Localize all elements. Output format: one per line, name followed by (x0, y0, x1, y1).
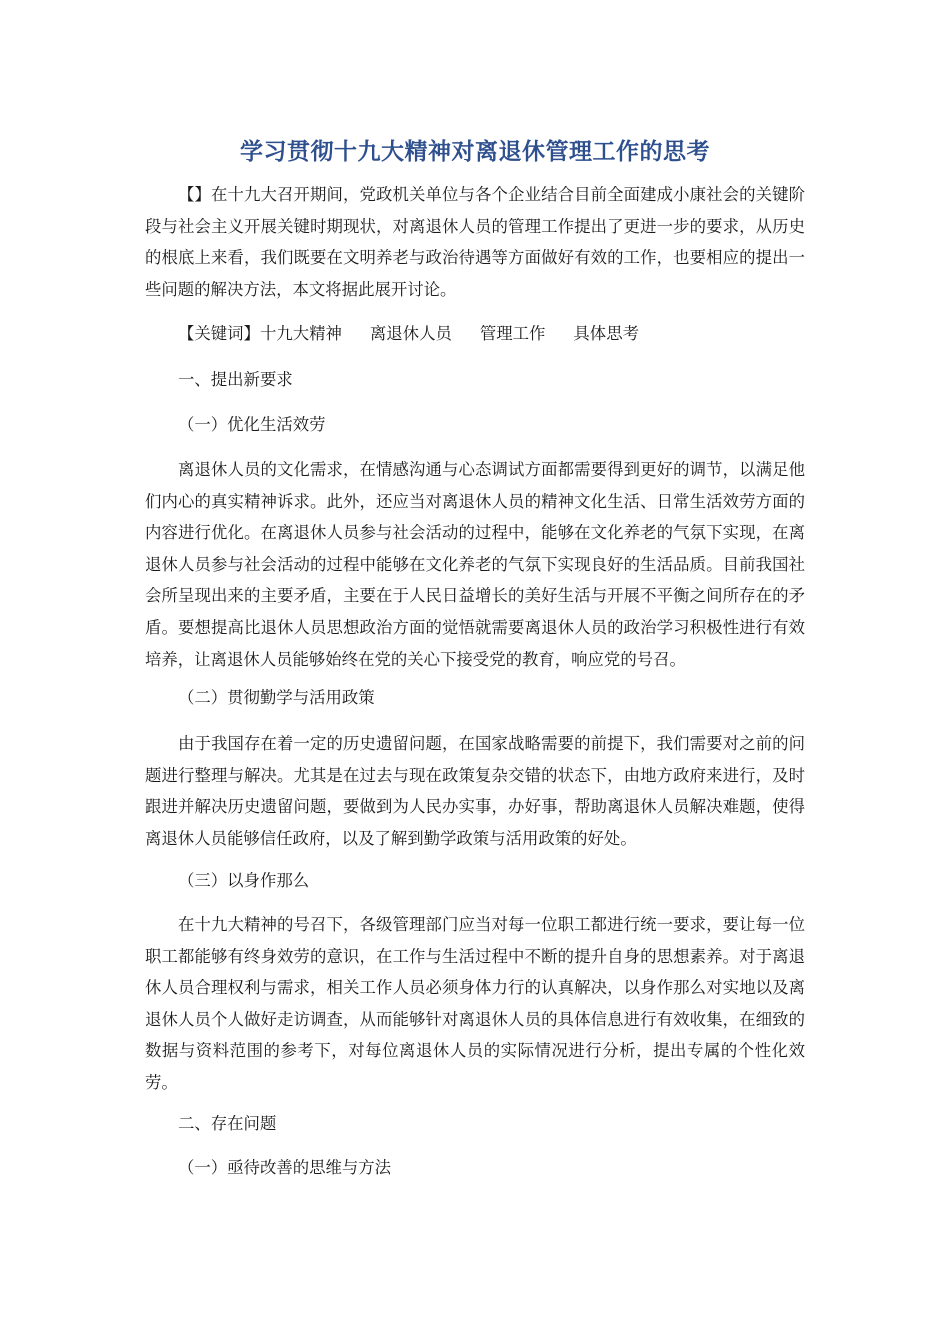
document-title: 学习贯彻十九大精神对离退休管理工作的思考 (240, 139, 710, 165)
abstract-paragraph: 【】在十九大召开期间，党政机关单位与各个企业结合目前全面建成小康社会的关键阶段与社会主义开展关键时期现状，对离退休人员的管理工作提出了更进一步的要求，从历史的根底上来看，我们既要在文明养老与政治待遇等方面做好有效的工作，也要相应的提出一些问题的解决方法，本文将据此展开讨论。 (145, 185, 805, 299)
body-paragraph: 离退休人员的文化需求，在情感沟通与心态调试方面都需要得到更好的调节，以满足他们内心的真实精神诉求。此外，还应当对离退休人员的精神文化生活、日常生活效劳方面的内容进行优化。在离退休人员参与社会活动的过程中，能够在文化养老的气氛下实现，在离退休人员参与社会活动的过程中能够在文化养老的气氛下实现良好的生活品质。目前我国社会所呈现出来的主要矛盾，主要在于人民日益增长的美好生活与开展不平衡之间所存在的矛盾。要想提高比退休人员思想政治方面的觉悟就需要离退休人员的政治学习积极性进行有效培养，让离退休人员能够始终在党的关心下接受党的教育，响应党的号召。 (145, 460, 805, 669)
keyword-item: 管理工作 (479, 324, 546, 343)
body-paragraph: 由于我国存在着一定的历史遗留问题，在国家战略需要的前提下，我们需要对之前的问题进行整理与解决。尤其是在过去与现在政策复杂交错的状态下，由地方政府来进行，及时跟进并解决历史遗留问题，要做到为人民办实事，办好事，帮助离退休人员解决难题，使得离退休人员能够信任政府，以及了解到勤学政策与活用政策的好处。 (145, 734, 805, 848)
keyword-item: 十九大精神 (259, 324, 342, 343)
section-heading: 一、提出新要求 (178, 370, 293, 389)
subsection-heading: （一）优化生活效劳 (178, 415, 326, 434)
keywords-line (178, 322, 667, 346)
keyword-item: 具体思考 (573, 324, 639, 343)
keyword-item: 离退休人员 (369, 324, 452, 343)
section-heading: 二、存在问题 (178, 1114, 277, 1133)
subsection-heading: （三）以身作那么 (178, 871, 310, 890)
subsection-heading: （二）贯彻勤学与活用政策 (178, 688, 375, 707)
body-paragraph: 在十九大精神的号召下，各级管理部门应当对每一位职工都进行统一要求，要让每一位职工都能够有终身效劳的意识，在工作与生活过程中不断的提升自身的思想素养。对于离退休人员合理权利与需求，相关工作人员必须身体力行的认真解决，以身作那么对实地以及离退休人员个人做好走访调查，从而能够针对离退休人员的具体信息进行有效收集，在细致的数据与资料范围的参考下，对每位离退休人员的实际情况进行分析，提出专属的个性化效劳。 (145, 915, 805, 1092)
keywords-label: 【关键词】 (178, 324, 260, 343)
subsection-heading: （一）亟待改善的思维与方法 (178, 1158, 392, 1177)
